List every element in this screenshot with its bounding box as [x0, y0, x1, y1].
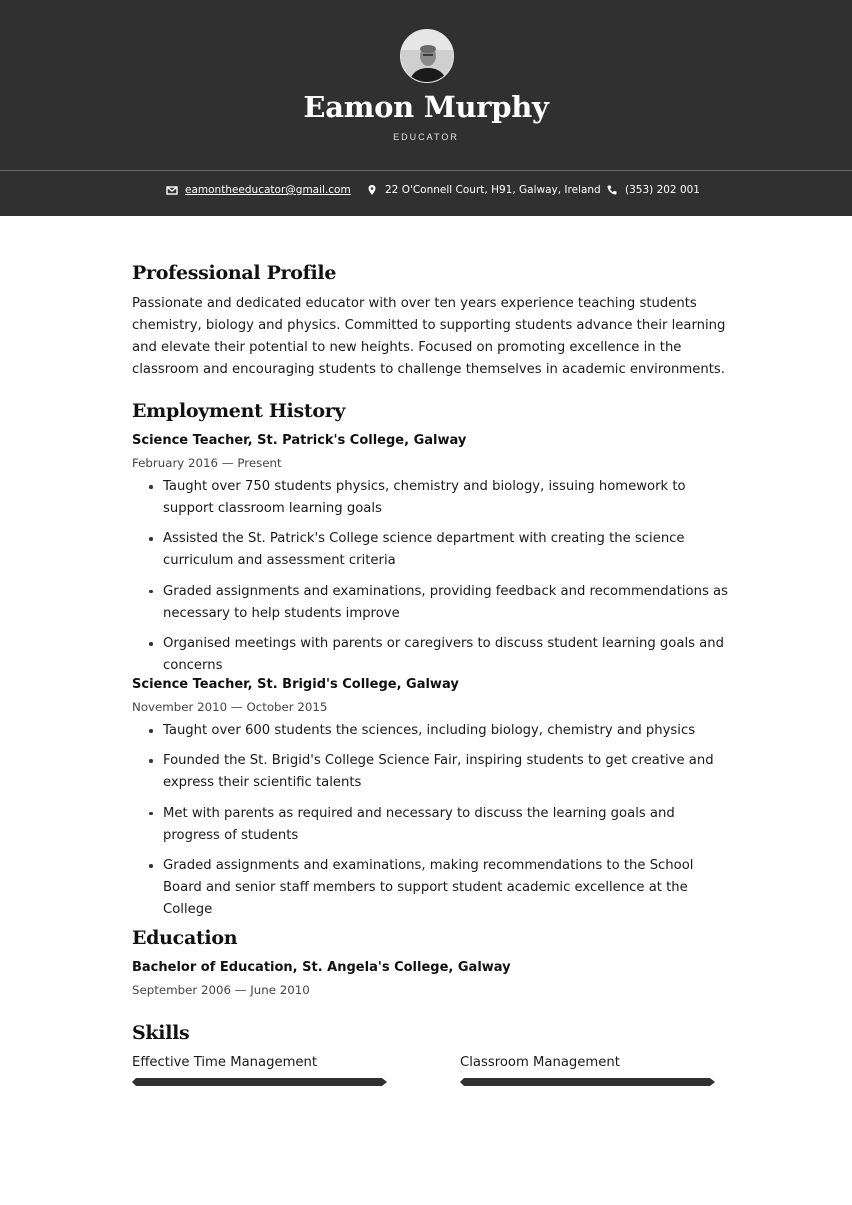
list-item: Organised meetings with parents or caregivers to discuss student learning goals and concerns [132, 633, 732, 677]
envelope-icon [166, 184, 178, 196]
list-item: Met with parents as required and necessary to discuss the learning goals and progress of students [132, 803, 732, 847]
address-text: 22 O'Connell Court, H91, Galway, Ireland [385, 184, 601, 196]
skill-name-1: Effective Time Management [132, 1055, 318, 1070]
list-item: Taught over 750 students physics, chemistry and biology, issuing homework to support classroom learning goals [132, 476, 732, 520]
skill-level-bar-1 [132, 1078, 388, 1086]
job-title-1: Science Teacher, St. Patrick's College, Galway [132, 433, 467, 448]
job-dates-2: November 2010 — October 2015 [132, 700, 328, 714]
resume-header [0, 0, 852, 216]
list-item: Taught over 600 students the sciences, including biology, chemistry and physics [132, 720, 732, 742]
list-item: Assisted the St. Patrick's College science department with creating the science curriculum and assessment criteria [132, 528, 732, 572]
list-item: Graded assignments and examinations, making recommendations to the School Board and senior staff members to support student academic excellence at the College [132, 855, 732, 921]
header-divider [0, 170, 852, 171]
section-title-profile: Professional Profile [132, 262, 337, 284]
section-title-skills: Skills [132, 1022, 190, 1044]
education-degree: Bachelor of Education, St. Angela's College, Galway [132, 960, 511, 975]
job-title-2: Science Teacher, St. Brigid's College, Galway [132, 677, 459, 692]
education-dates: September 2006 — June 2010 [132, 983, 310, 997]
phone-text: (353) 202 001 [625, 184, 700, 196]
profile-summary: Passionate and dedicated educator with over ten years experience teaching students chemistry, biology and physics. Committed to supporting students advance their learning and elevate their potential to new heights. Focused on promoting excellence in the classroom and encouraging students to challenge themselves in academic environments. [132, 296, 726, 377]
section-title-education: Education [132, 927, 238, 949]
skill-name-2: Classroom Management [460, 1055, 620, 1070]
candidate-title: EDUCATOR [393, 132, 459, 142]
contact-address [366, 183, 601, 197]
section-title-employment: Employment History [132, 400, 346, 422]
job-bullets-2 [132, 720, 732, 930]
email-link[interactable]: eamontheeducator@gmail.com [185, 184, 351, 196]
contact-email[interactable] [166, 183, 351, 197]
map-pin-icon [366, 184, 378, 196]
job-bullets-1 [132, 476, 732, 686]
skill-level-bar-2 [460, 1078, 716, 1086]
profile-photo [400, 29, 454, 83]
contact-phone [606, 183, 700, 197]
list-item: Graded assignments and examinations, providing feedback and recommendations as necessary to help students improve [132, 581, 732, 625]
job-dates-1: February 2016 — Present [132, 456, 282, 470]
candidate-name: Eamon Murphy [303, 90, 549, 124]
phone-icon [606, 184, 618, 196]
list-item: Founded the St. Brigid's College Science Fair, inspiring students to get creative and express their scientific talents [132, 750, 732, 794]
